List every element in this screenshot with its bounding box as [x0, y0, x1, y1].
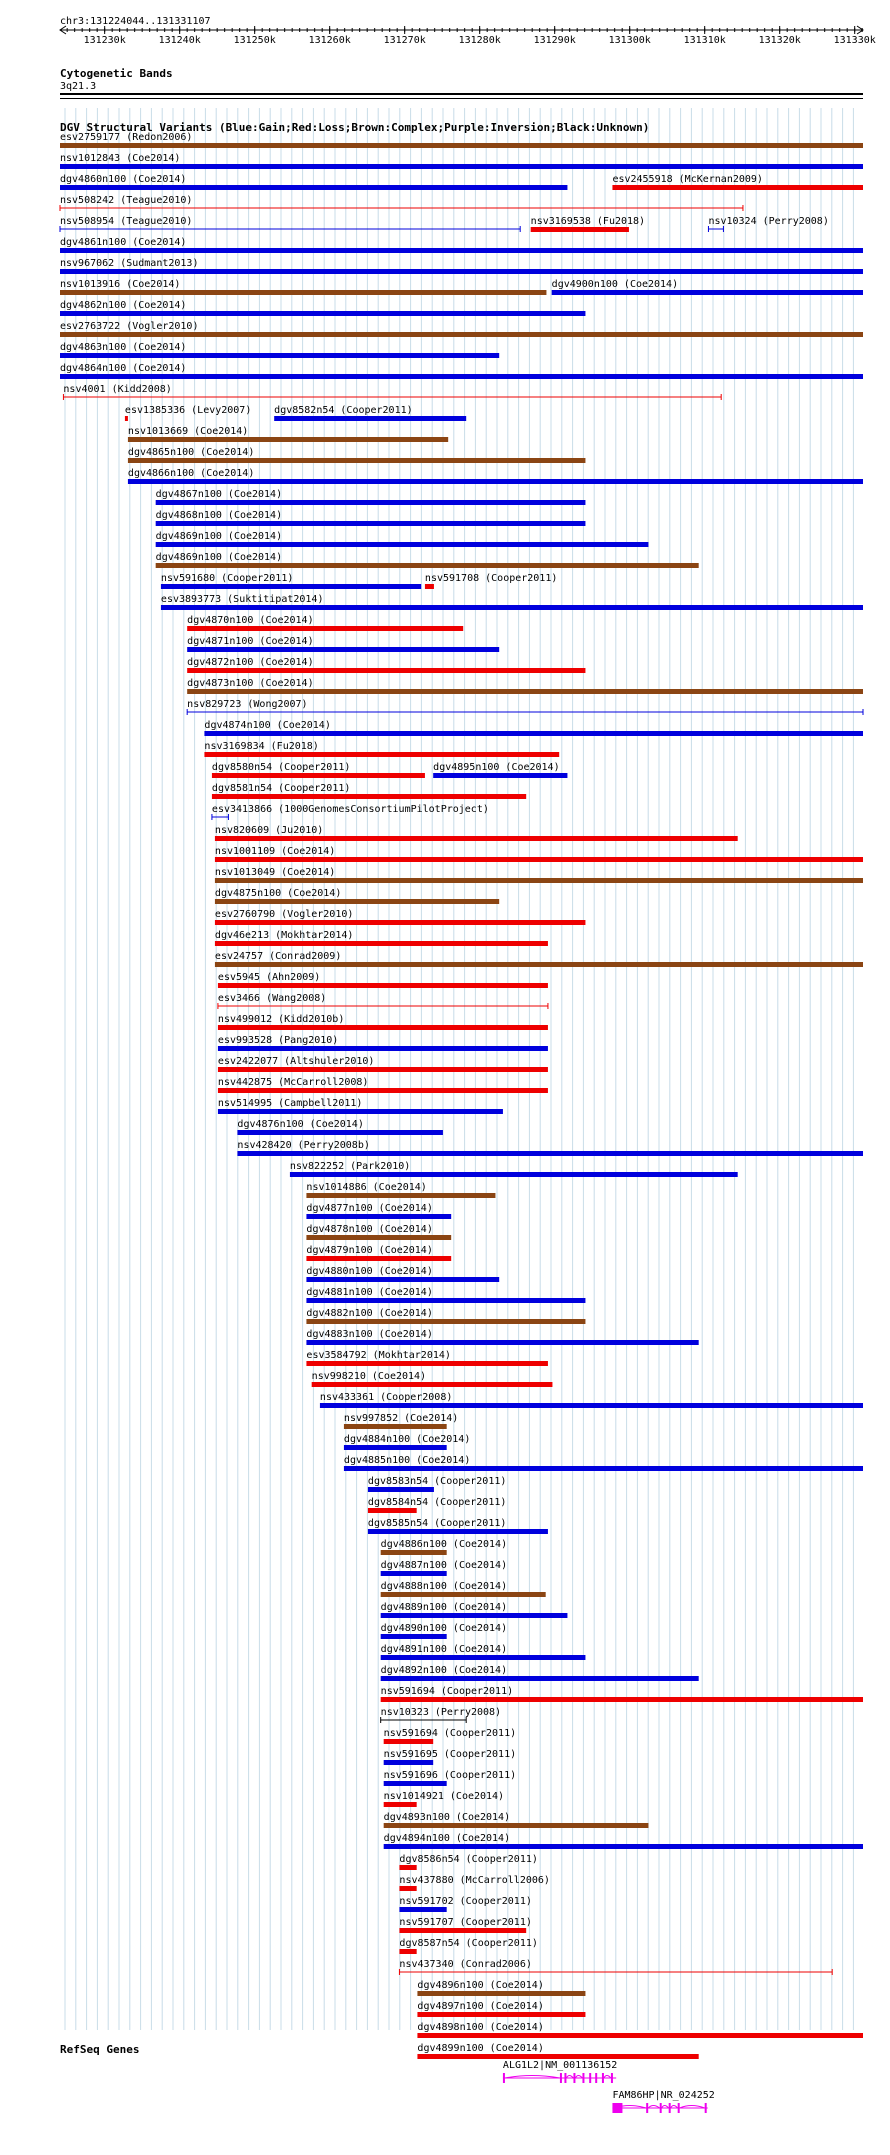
variant-bar[interactable]	[306, 1298, 585, 1303]
cytoband-name: 3q21.3	[60, 81, 97, 92]
gene-exon[interactable]	[669, 2103, 671, 2113]
variant-bar[interactable]	[368, 1508, 417, 1513]
variant-bar[interactable]	[187, 626, 463, 631]
region-label: chr3:131224044..131331107	[60, 16, 211, 27]
variant-label: dgv8581n54 (Cooper2011)	[211, 783, 351, 794]
variant-label: dgv4880n100 (Coe2014)	[306, 1266, 433, 1277]
variant-bar[interactable]	[156, 542, 649, 547]
cytoband-underline	[60, 98, 863, 99]
variant-bar[interactable]	[368, 1529, 548, 1534]
variant-bar[interactable]	[306, 1193, 495, 1198]
variant-label: dgv4900n100 (Coe2014)	[551, 279, 679, 290]
variant-label: esv3584792 (Mokhtar2014)	[306, 1350, 451, 1361]
variant-label: nsv591702 (Cooper2011)	[399, 1896, 532, 1907]
ruler-tick-label: 131290k	[533, 35, 576, 46]
variant-label: nsv967062 (Sudmant2013)	[60, 258, 199, 269]
variant-label: nsv1013916 (Coe2014)	[60, 279, 181, 290]
variant-label: dgv4861n100 (Coe2014)	[60, 237, 187, 248]
variant-label: dgv4886n100 (Coe2014)	[380, 1539, 508, 1550]
variant-bar[interactable]	[290, 1172, 738, 1177]
variant-bar[interactable]	[417, 2033, 863, 2038]
variant-bar[interactable]	[381, 1613, 568, 1618]
variant-bar[interactable]	[306, 1340, 698, 1345]
variant-label: dgv4896n100 (Coe2014)	[417, 1980, 544, 1991]
ruler-tick-label: 131270k	[383, 35, 426, 46]
variant-label: esv2763722 (Vogler2010)	[60, 321, 199, 332]
gene-exon[interactable]	[589, 2073, 591, 2083]
variant-label: dgv4870n100 (Coe2014)	[187, 615, 314, 626]
variant-label: dgv8586n54 (Cooper2011)	[399, 1854, 538, 1865]
variant-bar[interactable]	[312, 1382, 553, 1387]
variant-bar[interactable]	[60, 164, 863, 169]
variant-label: nsv442875 (McCarroll2008)	[217, 1077, 369, 1088]
variant-label: esv3466 (Wang2008)	[217, 993, 327, 1004]
variant-label: nsv499012 (Kidd2010b)	[217, 1014, 345, 1025]
variant-label: nsv437340 (Conrad2006)	[399, 1959, 532, 1970]
variant-bar[interactable]	[381, 1592, 546, 1597]
variant-bar[interactable]	[218, 1067, 548, 1072]
variant-bar[interactable]	[399, 1928, 526, 1933]
variant-bar[interactable]	[60, 374, 863, 379]
variant-label: dgv4885n100 (Coe2014)	[343, 1455, 471, 1466]
variant-label: nsv591707 (Cooper2011)	[399, 1917, 532, 1928]
variant-bar[interactable]	[204, 752, 559, 757]
variant-label: dgv4878n100 (Coe2014)	[306, 1224, 433, 1235]
variant-bar[interactable]	[60, 185, 567, 190]
variant-bar[interactable]	[368, 1487, 434, 1492]
variant-label: dgv4867n100 (Coe2014)	[155, 489, 283, 500]
variant-label: nsv3169538 (Fu2018)	[530, 216, 646, 227]
variant-label: dgv4889n100 (Coe2014)	[380, 1602, 508, 1613]
variant-bar[interactable]	[218, 1109, 503, 1114]
ruler-tick-label: 131260k	[308, 35, 351, 46]
variant-bar[interactable]	[212, 794, 526, 799]
variant-label: dgv4869n100 (Coe2014)	[155, 531, 283, 542]
variant-bar[interactable]	[381, 1697, 863, 1702]
gene-exon[interactable]	[503, 2073, 505, 2083]
variant-label: dgv4875n100 (Coe2014)	[214, 888, 342, 899]
variant-bar[interactable]	[399, 1949, 416, 1954]
variant-bar[interactable]	[60, 248, 863, 253]
variant-label: nsv822252 (Park2010)	[289, 1161, 411, 1172]
dgv-track-title: DGV Structural Variants (Blue:Gain;Red:Loss;Brown:Complex;Purple:Inversion;Black:Unknown)	[60, 121, 650, 134]
variant-label: dgv4893n100 (Coe2014)	[383, 1812, 511, 1823]
variant-bar[interactable]	[381, 1655, 586, 1660]
variant-label: nsv591694 (Cooper2011)	[383, 1728, 517, 1739]
variant-label: esv3413866 (1000GenomesConsortiumPilotProject)	[211, 804, 489, 815]
variant-label: dgv4866n100 (Coe2014)	[127, 468, 255, 479]
variant-bar[interactable]	[417, 1991, 585, 1996]
variant-bar[interactable]	[187, 689, 863, 694]
gene-exon[interactable]	[595, 2073, 597, 2083]
variant-bar[interactable]	[218, 1046, 548, 1051]
variant-bar[interactable]	[215, 878, 863, 883]
ruler-tick-label: 131330k	[833, 35, 876, 46]
variant-bar[interactable]	[215, 836, 738, 841]
cytoband-bar	[60, 93, 863, 95]
variant-bar[interactable]	[425, 584, 434, 589]
variant-bar[interactable]	[215, 857, 863, 862]
refseq-track-title: RefSeq Genes	[60, 2043, 140, 2056]
variant-bar[interactable]	[344, 1466, 863, 1471]
variant-label: dgv8580n54 (Cooper2011)	[211, 762, 351, 773]
ruler-tick-label: 131320k	[758, 35, 801, 46]
gene-label: FAM86HP|NR_024252	[612, 2090, 715, 2101]
variant-bar[interactable]	[417, 2012, 585, 2017]
variant-bar[interactable]	[60, 290, 546, 295]
cytoband-track-title: Cytogenetic Bands	[60, 67, 173, 80]
variant-label: nsv998210 (Coe2014)	[311, 1371, 427, 1382]
variant-label: dgv4882n100 (Coe2014)	[306, 1308, 433, 1319]
variant-bar[interactable]	[156, 563, 699, 568]
variant-label: nsv591680 (Cooper2011)	[160, 573, 294, 584]
gene-exon[interactable]	[660, 2103, 662, 2113]
variant-label: dgv4874n100 (Coe2014)	[204, 720, 331, 731]
variant-label: dgv4891n100 (Coe2014)	[380, 1644, 508, 1655]
variant-label: dgv4879n100 (Coe2014)	[306, 1245, 433, 1256]
variant-label: nsv1001109 (Coe2014)	[214, 846, 336, 857]
variant-bar[interactable]	[187, 647, 499, 652]
variant-bar[interactable]	[215, 962, 863, 967]
variant-label: nsv591695 (Cooper2011)	[383, 1749, 517, 1760]
variant-bar[interactable]	[218, 983, 548, 988]
variant-bar[interactable]	[215, 899, 499, 904]
variant-label: dgv4890n100 (Coe2014)	[380, 1623, 508, 1634]
variant-label: nsv428420 (Perry2008b)	[237, 1140, 370, 1151]
variant-label: nsv1012843 (Coe2014)	[60, 153, 181, 164]
variant-label: nsv997852 (Coe2014)	[343, 1413, 459, 1424]
variant-label: dgv4883n100 (Coe2014)	[306, 1329, 433, 1340]
ruler-tick-label: 131310k	[683, 35, 726, 46]
gene-exon[interactable]	[564, 2073, 566, 2083]
variant-bar[interactable]	[60, 353, 499, 358]
variant-label: dgv4862n100 (Coe2014)	[60, 300, 187, 311]
variant-bar[interactable]	[381, 1676, 699, 1681]
variant-bar[interactable]	[433, 773, 567, 778]
variant-label: dgv4884n100 (Coe2014)	[343, 1434, 471, 1445]
variant-label: esv993528 (Pang2010)	[217, 1035, 339, 1046]
variant-label: dgv4871n100 (Coe2014)	[187, 636, 314, 647]
ruler-tick-label: 131280k	[458, 35, 501, 46]
variant-bar[interactable]	[187, 668, 585, 673]
variant-label: nsv3169834 (Fu2018)	[204, 741, 319, 752]
variant-label: nsv4001 (Kidd2008)	[63, 384, 172, 395]
gene-exon[interactable]	[678, 2103, 680, 2113]
variant-label: dgv4877n100 (Coe2014)	[306, 1203, 433, 1214]
variant-label: esv5945 (Ahn2009)	[217, 972, 321, 983]
variant-label: dgv4864n100 (Coe2014)	[60, 363, 187, 374]
variant-label: nsv591708 (Cooper2011)	[424, 573, 558, 584]
variant-bar[interactable]	[60, 269, 863, 274]
variant-label: nsv433361 (Cooper2008)	[319, 1392, 453, 1403]
gene-exon[interactable]	[705, 2103, 707, 2113]
variant-bar[interactable]	[552, 290, 863, 295]
variant-label: esv2759177 (Redon2006)	[60, 132, 193, 143]
ruler-tick-label: 131250k	[233, 35, 276, 46]
variant-bar[interactable]	[60, 143, 863, 148]
variant-bar[interactable]	[218, 1088, 548, 1093]
variant-label: nsv820609 (Ju2010)	[214, 825, 324, 836]
variant-label: dgv4887n100 (Coe2014)	[380, 1560, 508, 1571]
variant-bar[interactable]	[320, 1403, 863, 1408]
variant-label: dgv8587n54 (Cooper2011)	[399, 1938, 538, 1949]
variant-bar[interactable]	[204, 731, 863, 736]
variant-bar[interactable]	[306, 1319, 585, 1324]
variant-label: dgv4868n100 (Coe2014)	[155, 510, 283, 521]
variant-bar[interactable]	[215, 941, 548, 946]
variant-bar[interactable]	[161, 605, 863, 610]
variant-bar[interactable]	[212, 773, 425, 778]
variant-bar[interactable]	[381, 1634, 447, 1639]
variant-label: dgv8585n54 (Cooper2011)	[367, 1518, 507, 1529]
variant-bar[interactable]	[384, 1802, 417, 1807]
variant-bar[interactable]	[218, 1025, 548, 1030]
variant-label: dgv4899n100 (Coe2014)	[417, 2043, 544, 2054]
variant-label: dgv4881n100 (Coe2014)	[306, 1287, 433, 1298]
variant-bar[interactable]	[128, 458, 586, 463]
variant-bar[interactable]	[125, 416, 128, 421]
variant-bar[interactable]	[399, 1865, 416, 1870]
variant-bar[interactable]	[384, 1760, 434, 1765]
variant-bar[interactable]	[399, 1886, 416, 1891]
variant-label: esv1385336 (Levy2007)	[124, 405, 252, 416]
variant-bar[interactable]	[306, 1214, 451, 1219]
variant-label: dgv4895n100 (Coe2014)	[433, 762, 560, 773]
ruler-tick-label: 131230k	[83, 35, 126, 46]
variant-label: nsv508242 (Teague2010)	[60, 195, 193, 206]
variant-bar[interactable]	[156, 500, 586, 505]
variant-label: esv24757 (Conrad2009)	[214, 951, 342, 962]
gene-label: ALG1L2|NM_001136152	[502, 2060, 618, 2071]
variant-bar[interactable]	[60, 311, 585, 316]
variant-label: dgv8584n54 (Cooper2011)	[367, 1497, 507, 1508]
variant-bar[interactable]	[384, 1739, 434, 1744]
variant-label: nsv1014921 (Coe2014)	[383, 1791, 505, 1802]
gene-exon[interactable]	[612, 2103, 622, 2113]
variant-label: esv2422077 (Altshuler2010)	[217, 1056, 375, 1067]
variant-bar[interactable]	[128, 437, 448, 442]
variant-bar[interactable]	[215, 920, 586, 925]
variant-label: nsv1013049 (Coe2014)	[214, 867, 336, 878]
variant-bar[interactable]	[384, 1823, 649, 1828]
variant-bar[interactable]	[156, 521, 586, 526]
variant-bar[interactable]	[417, 2054, 698, 2059]
variant-label: dgv4860n100 (Coe2014)	[60, 174, 187, 185]
variant-label: dgv4894n100 (Coe2014)	[383, 1833, 511, 1844]
variant-bar[interactable]	[128, 479, 863, 484]
variant-label: dgv4872n100 (Coe2014)	[187, 657, 314, 668]
variant-label: dgv4863n100 (Coe2014)	[60, 342, 187, 353]
variant-label: dgv4888n100 (Coe2014)	[380, 1581, 508, 1592]
variant-label: esv3893773 (Suktitipat2014)	[160, 594, 324, 605]
variant-label: nsv1013669 (Coe2014)	[127, 426, 249, 437]
variant-label: nsv591694 (Cooper2011)	[380, 1686, 514, 1697]
variant-label: nsv514995 (Campbell2011)	[217, 1098, 363, 1109]
gene-exon[interactable]	[602, 2073, 604, 2083]
variant-bar[interactable]	[344, 1424, 447, 1429]
variant-label: nsv1014886 (Coe2014)	[306, 1182, 427, 1193]
variant-label: nsv829723 (Wong2007)	[187, 699, 308, 710]
variant-label: nsv591696 (Cooper2011)	[383, 1770, 517, 1781]
variant-label: dgv4892n100 (Coe2014)	[380, 1665, 508, 1676]
variant-label: dgv4865n100 (Coe2014)	[127, 447, 255, 458]
variant-bar[interactable]	[306, 1361, 548, 1366]
variant-label: dgv4869n100 (Coe2014)	[155, 552, 283, 563]
variant-bar[interactable]	[274, 416, 466, 421]
variant-label: dgv46e213 (Mokhtar2014)	[214, 930, 354, 941]
variant-bar[interactable]	[384, 1844, 863, 1849]
variant-bar[interactable]	[306, 1277, 499, 1282]
variant-bar[interactable]	[384, 1781, 447, 1786]
variant-bar[interactable]	[612, 185, 863, 190]
variant-label: esv2455918 (McKernan2009)	[612, 174, 763, 185]
gene-exon[interactable]	[611, 2073, 613, 2083]
variant-bar[interactable]	[531, 227, 629, 232]
gene-exon[interactable]	[560, 2073, 562, 2083]
variant-bar[interactable]	[306, 1235, 451, 1240]
variant-bar[interactable]	[237, 1130, 443, 1135]
variant-bar[interactable]	[60, 332, 863, 337]
variant-label: dgv4876n100 (Coe2014)	[237, 1119, 364, 1130]
variant-label: dgv4898n100 (Coe2014)	[417, 2022, 544, 2033]
variant-bar[interactable]	[381, 1550, 447, 1555]
variant-label: nsv508954 (Teague2010)	[60, 216, 193, 227]
variant-label: dgv8582n54 (Cooper2011)	[274, 405, 413, 416]
gene-exon[interactable]	[573, 2073, 575, 2083]
ruler-tick-label: 131300k	[608, 35, 651, 46]
variant-bar[interactable]	[306, 1256, 451, 1261]
variant-bar[interactable]	[161, 584, 421, 589]
variant-bar[interactable]	[381, 1571, 447, 1576]
gene-exon[interactable]	[582, 2073, 584, 2083]
variant-label: nsv10323 (Perry2008)	[380, 1707, 502, 1718]
variant-label: dgv4873n100 (Coe2014)	[187, 678, 314, 689]
variant-bar[interactable]	[399, 1907, 446, 1912]
variant-bar[interactable]	[344, 1445, 447, 1450]
variant-label: dgv8583n54 (Cooper2011)	[367, 1476, 507, 1487]
ruler-tick-label: 131240k	[158, 35, 201, 46]
variant-label: nsv10324 (Perry2008)	[708, 216, 829, 227]
variant-label: nsv437880 (McCarroll2006)	[399, 1875, 550, 1886]
variant-label: esv2760790 (Vogler2010)	[214, 909, 354, 920]
variant-label: dgv4897n100 (Coe2014)	[417, 2001, 544, 2012]
gene-exon[interactable]	[646, 2103, 648, 2113]
variant-bar[interactable]	[237, 1151, 863, 1156]
